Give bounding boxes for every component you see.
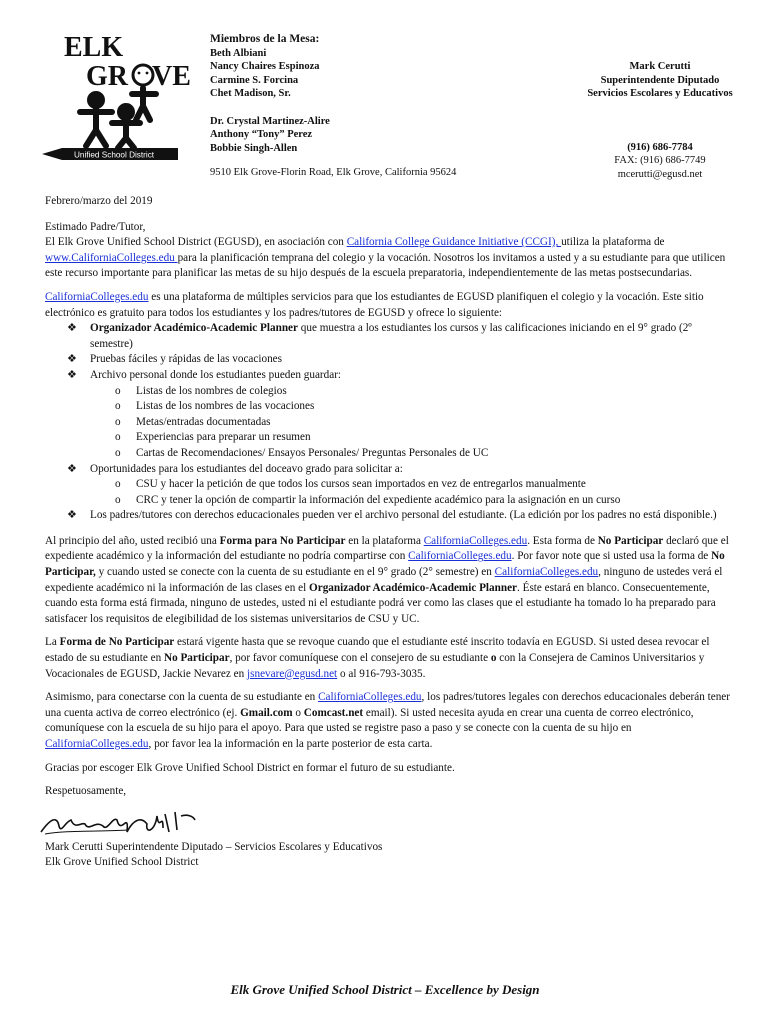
sub-list-item: o Listas de los nombres de colegios <box>115 384 287 397</box>
californiacolleges-link[interactable]: CaliforniaColleges.edu <box>408 550 512 563</box>
californiacolleges-link[interactable]: CaliforniaColleges.edu <box>423 534 528 547</box>
letter-salutation: Estimado Padre/Tutor, <box>45 220 146 233</box>
list-item: ❖ Organizador Académico-Academic Planner que muestra a los estudiantes los cursos y las calificaciones iniciando en el 9° grado (2º semestre) <box>67 322 692 350</box>
sub-list-item: o Cartas de Recomendaciones/ Ensayos Personales/ Preguntas Personales de UC <box>115 446 489 459</box>
paragraph-revoke: La Forma de No Participar estará vigente hasta que se revoque cuando que el estudiante esté inscrito todavía en EGUSD. Si usted desea revocar el estado de su estudiante en No Participar, por favor comuníquese con el consejero de su estudiante o con la Consejera de Caminos Universitarios y Vocacionales de EGUSD, Jackie Nevarez en jsnevare@egusd.net o al 916-793-3035. <box>45 636 710 680</box>
sub-list-item: o Metas/entradas documentadas <box>115 415 271 428</box>
sub-list <box>45 384 735 462</box>
logo-text-gr: GR <box>86 61 128 92</box>
sub-list-item: o Experiencias para preparar un resumen <box>115 431 311 444</box>
logo-text-ve: VE <box>152 61 191 92</box>
logo-text-elk: ELK <box>64 32 124 63</box>
paragraph-platform: CaliforniaColleges.edu es una plataforma de múltiples servicios para que los estudiantes de EGUSD planifiquen el colegio y la vocación. Este sitio electrónico es gratuito para todos los estudiantes y los padres/tutores de EGUSD y ofrece lo siguiente: <box>45 290 704 319</box>
paragraph-thanks: Gracias por escoger Elk Grove Unified School District en formar el futuro de su estudiante. <box>45 761 455 774</box>
district-logo <box>40 30 191 162</box>
board-member: Carmine S. Forcina <box>210 74 299 86</box>
logo-banner-text: Unified School District <box>74 150 155 160</box>
paragraph-opt-out: Al principio del año, usted recibió una Forma para No Participar en la plataforma CaliforniaColleges.edu. Esta forma de No Participar declaró que el expediente académico y la información del estudiante no podría compartirse con CaliforniaColleges.edu. Por favor note que si usted usa la forma de No Participar, y cuando usted se conecte con la cuenta de su estudiante en el 9° grado (2° semestre) en CaliforniaColleges.edu, ninguno de ustedes verá el expediente académico ni la información de las clases en el Organizador Académico-Academic Planner. Éste estará en blanco. Consecuentemente, cuando esta forma está firmada, ninguno de ustedes, usted ni el estudiante podrá ver como las clases que el estudiante ha tomado lo ha preparado para satisfacer los requisitos de elegibilidad de los sistemas universitarios de CSU y UC. <box>45 534 729 625</box>
board-member: Chet Madison, Sr. <box>210 88 291 100</box>
list-item: ❖ Oportunidades para los estudiantes del doceavo grado para solicitar a: o CSU y hacer la petición de que todos los cursos sean importados en vez de entregarlos manualmente o CRC y tener la opción de compartir la información del expediente académico para la asignación en un curso <box>45 462 735 509</box>
district-address: 9510 Elk Grove-Florin Road, Elk Grove, California 95624 <box>210 167 457 178</box>
californiacolleges-link[interactable]: www.CaliforniaColleges.edu <box>45 251 178 264</box>
paragraph-email: Asimismo, para conectarse con la cuenta de su estudiante en CaliforniaColleges.edu, los padres/tutores legales con derechos educacionales deberán tener una cuenta activa de correo electrónico (ej. Gmail.com o Comcast.net email). Si usted necesita ayuda en crear una cuenta de correo electrónico, comuníquese con la escuela de su hijo para el apoyo. Para que usted se registre paso a paso y se conecte con la cuenta de su hijo en CaliforniaColleges.edu, por favor lea la información en la parte posterior de esta carta. <box>45 691 730 750</box>
contact-details <box>550 141 770 181</box>
footer-tagline: Elk Grove Unified School District – Excellence by Design <box>230 982 540 997</box>
board-member: Dr. Crystal Martinez-Alire <box>210 115 330 127</box>
contact-phone: (916) 686-7784 <box>627 142 693 153</box>
diamond-bullet-icon: ❖ <box>67 462 77 475</box>
board-members <box>210 33 510 155</box>
board-member: Beth Albiani <box>210 47 267 59</box>
californiacolleges-link[interactable]: CaliforniaColleges.edu <box>45 738 149 750</box>
diamond-bullet-icon: ❖ <box>67 509 77 522</box>
signer-name-title: Mark Cerutti Superintendente Diputado – Servicios Escolares y Educativos <box>45 840 383 853</box>
sub-list-item: o CSU y hacer la petición de que todos los cursos sean importados en vez de entregarlos manualmente <box>115 478 586 491</box>
contact-fax: FAX: (916) 686-7749 <box>614 155 706 167</box>
paragraph-intro: El Elk Grove Unified School District (EGUSD), en asociación con California College Guidance Initiative (CCGI), utiliza la plataforma de www.CaliforniaColleges.edu para la planificación temprana del colegio y la vocación. Nosotros los invitamos a usted y a su estudiante para que utilicen este recurso importante para planificar las metas de su hijo después de la escuela preparatoria, independientemente de las metas postsecundarias. <box>45 236 726 280</box>
logo-figures <box>80 88 156 148</box>
board-member: Anthony “Tony” Perez <box>210 129 313 141</box>
board-title: Miembros de la Mesa: <box>210 33 320 45</box>
email-link[interactable]: jsnevare@egusd.net <box>247 667 338 680</box>
contact-block <box>550 60 770 101</box>
board-member: Nancy Chaires Espinoza <box>210 61 320 73</box>
sub-list-item: o CRC y tener la opción de compartir la información del expediente académico para la asignación en un curso <box>115 493 621 506</box>
feature-list <box>45 321 735 524</box>
californiacolleges-link[interactable]: CaliforniaColleges.edu <box>45 290 149 303</box>
list-item: ❖ Los padres/tutores con derechos educacionales pueden ver el archivo personal del estudiante. (La edición por los padres no está disponible.) <box>45 508 735 524</box>
diamond-bullet-icon: ❖ <box>67 322 77 335</box>
logo-graphic <box>40 30 191 162</box>
californiacolleges-link[interactable]: CaliforniaColleges.edu <box>318 691 422 704</box>
diamond-bullet-icon: ❖ <box>67 353 77 366</box>
letter-body <box>45 194 735 871</box>
diamond-bullet-icon: ❖ <box>67 368 77 381</box>
sub-list-item: o Listas de los nombres de las vocaciones <box>115 400 315 413</box>
board-member: Bobbie Singh-Allen <box>210 142 298 154</box>
signature-scribble <box>37 802 197 842</box>
logo-face-head <box>133 65 153 85</box>
signature-image <box>45 800 735 840</box>
sub-list <box>45 477 735 508</box>
californiacolleges-link[interactable]: CaliforniaColleges.edu <box>494 566 599 579</box>
letter-date: Febrero/marzo del 2019 <box>45 195 153 207</box>
letter-closing: Respetuosamente, <box>45 785 127 798</box>
contact-email: mcerutti@egusd.net <box>617 168 703 180</box>
list-item: ❖ Pruebas fáciles y rápidas de las vocaciones <box>45 352 735 368</box>
contact-title1: Superintendente Diputado <box>600 74 720 86</box>
ccgi-link[interactable]: California College Guidance Initiative (CCGI), <box>346 236 562 249</box>
list-item: ❖ Archivo personal donde los estudiantes pueden guardar: o Listas de los nombres de colegios o Listas de los nombres de las vocaciones o Metas/entradas documentadas o Experiencias para preparar un resumen o Cartas de Recomendaciones/ Ensayos Personales/ Preguntas Personales de UC <box>45 368 735 462</box>
contact-name: Mark Cerutti <box>629 61 691 72</box>
signer-organization: Elk Grove Unified School District <box>45 856 199 869</box>
contact-title2: Servicios Escolares y Educativos <box>587 88 733 100</box>
